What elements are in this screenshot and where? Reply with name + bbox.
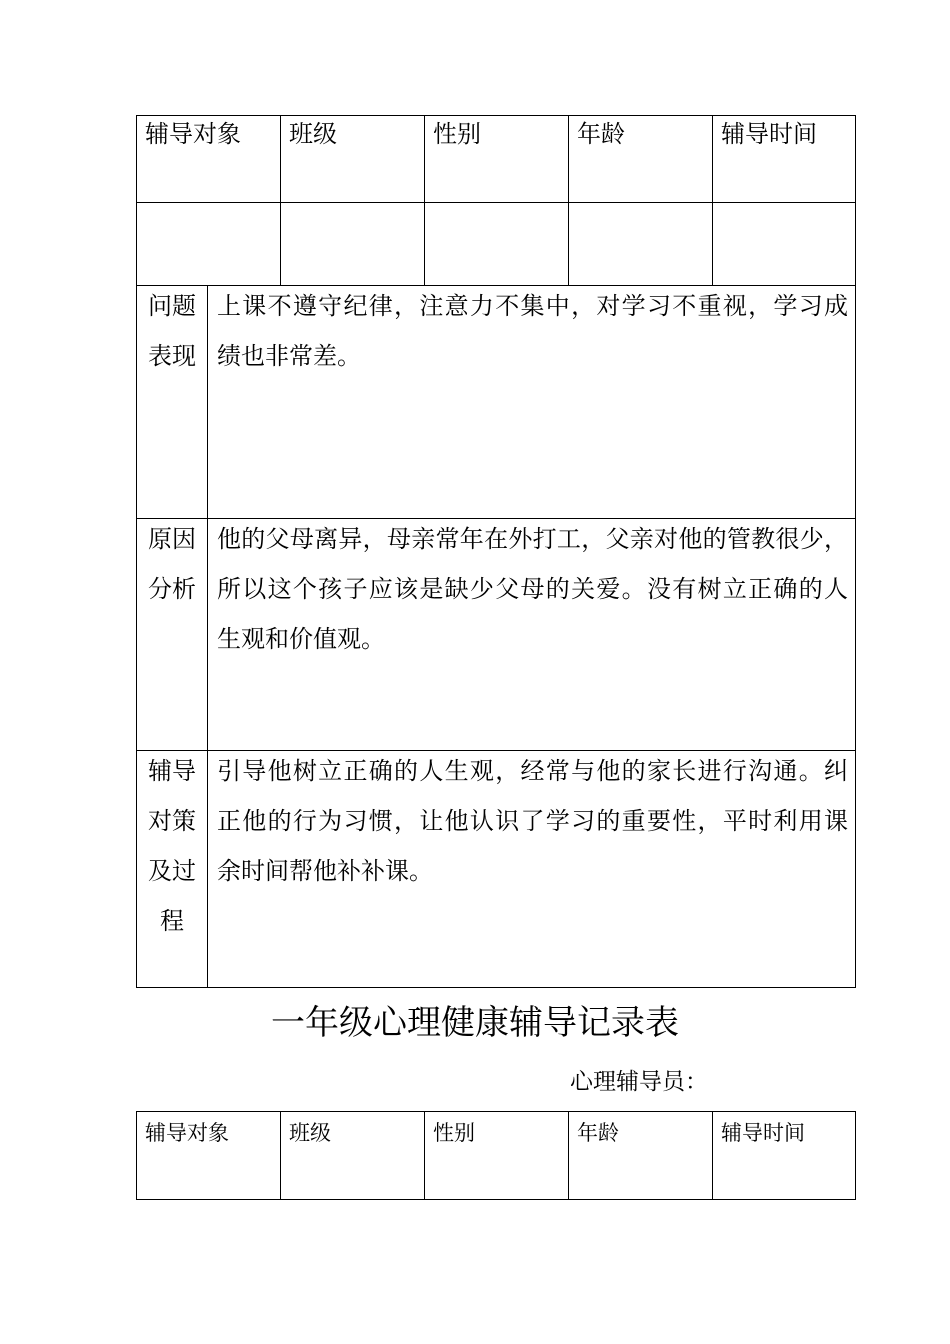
- value-cell-age: [569, 203, 713, 286]
- section-label-line: 表现: [148, 342, 196, 370]
- header-cell-class: [281, 116, 425, 203]
- section-label-line: 对策: [148, 807, 196, 835]
- section-content-line: 绩也非常差。: [217, 342, 361, 370]
- section-content-line: 引导他树立正确的人生观，经常与他的家长进行沟通。纠: [217, 757, 848, 785]
- section-content-cause: [208, 519, 856, 751]
- value-cell-gender: [425, 203, 569, 286]
- value-cell-class: [281, 203, 425, 286]
- header-cell-age: [569, 116, 713, 203]
- section-label-cause: [137, 519, 208, 751]
- section-content-line: 他的父母离异，母亲常年在外打工，父亲对他的管教很少，: [217, 525, 848, 553]
- header-cell-time: [713, 1112, 856, 1200]
- header-cell-age: [569, 1112, 713, 1200]
- header-label: 班级: [289, 120, 337, 148]
- header-cell-class: [281, 1112, 425, 1200]
- header-cell-target: [137, 116, 281, 203]
- section-label-line: 辅导: [148, 757, 196, 785]
- header-label: 辅导时间: [721, 1121, 805, 1145]
- section-content-line: 正他的行为习惯，让他认识了学习的重要性，平时利用课: [217, 807, 848, 835]
- counseling-record-table: [136, 115, 856, 988]
- header-cell-target: [137, 1112, 281, 1200]
- header-label: 辅导对象: [145, 1121, 229, 1145]
- counseling-record-table-2: [136, 1111, 856, 1200]
- section-content-line: 生观和价值观。: [217, 625, 385, 653]
- header-cell-time: [713, 116, 856, 203]
- header-cell-gender: [425, 116, 569, 203]
- document-title: 一年级心理健康辅导记录表: [271, 1003, 679, 1043]
- section-label-line: 分析: [148, 575, 196, 603]
- section-content-strategy: [208, 751, 856, 988]
- counselor-label: 心理辅导员：: [570, 1069, 708, 1095]
- header-label: 年龄: [577, 120, 625, 148]
- value-cell-time: [713, 203, 856, 286]
- header-cell-gender: [425, 1112, 569, 1200]
- section-content-line: 所以这个孩子应该是缺少父母的关爱。没有树立正确的人: [217, 575, 848, 603]
- header-label: 辅导时间: [721, 120, 817, 148]
- section-content-line: 余时间帮他补补课。: [217, 857, 433, 885]
- header-label: 年龄: [577, 1121, 619, 1145]
- section-label-problem: [137, 286, 208, 519]
- header-label: 性别: [433, 120, 481, 148]
- header-label: 辅导对象: [145, 120, 241, 148]
- header-label: 性别: [433, 1121, 475, 1145]
- value-cell-target: [137, 203, 281, 286]
- section-content-line: 上课不遵守纪律，注意力不集中，对学习不重视，学习成: [217, 292, 848, 320]
- section-label-line: 程: [160, 907, 184, 935]
- section-label-strategy: [137, 751, 208, 988]
- section-label-line: 及过: [148, 857, 196, 885]
- section-label-line: 问题: [148, 292, 196, 320]
- header-label: 班级: [289, 1121, 331, 1145]
- section-label-line: 原因: [148, 525, 196, 553]
- section-content-problem: [208, 286, 856, 519]
